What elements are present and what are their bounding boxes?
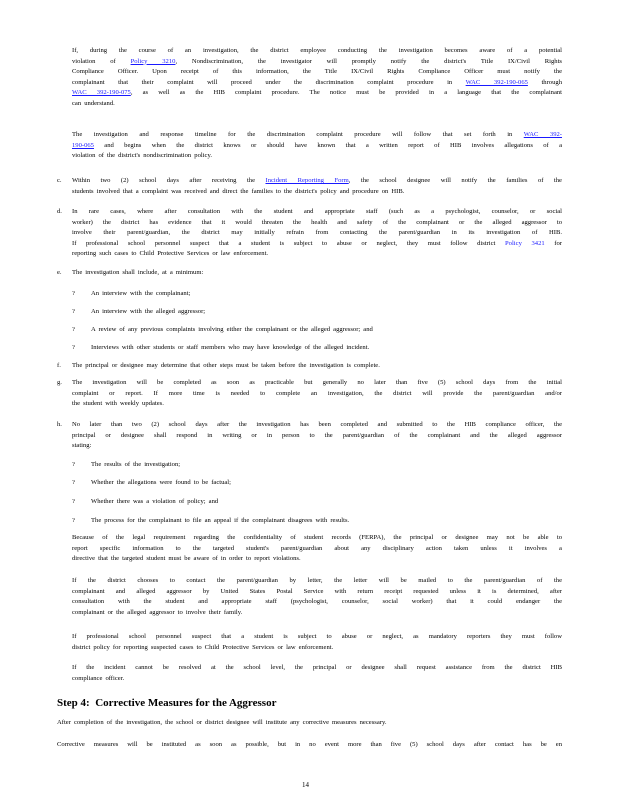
text-line: complainant or the alleged aggressor to involve their family. <box>72 608 243 616</box>
step-title: Corrective Measures for the Aggressor <box>95 697 277 709</box>
text-line: Whether there was a violation of policy; and <box>91 498 219 505</box>
text-line: Whether the allegations were found to be factual; <box>91 479 231 486</box>
bullet-glyph: ? <box>72 479 75 486</box>
wac-392-190-065-link-start[interactable]: WAC 392- <box>523 131 562 138</box>
item-e-bullet-2 <box>91 307 391 318</box>
item-h-bullet-2 <box>91 478 391 489</box>
text-line: principal or designee shall respond in writing or in person to the parent/guardian of the complainant and the alleged aggressor <box>72 431 562 439</box>
text-span: violation of <box>72 57 131 65</box>
bullet-glyph: ? <box>72 326 75 333</box>
step-4-paragraph-1 <box>57 718 562 729</box>
wac-392-190-075-link[interactable]: WAC 392-190-075 <box>72 89 131 97</box>
bullet-glyph: ? <box>72 461 75 468</box>
text-line: violation of the district's nondiscrimination policy. <box>72 152 212 160</box>
item-f-label: f. <box>57 362 61 369</box>
text-line: the student with weekly updates. <box>72 400 164 408</box>
text-line: The investigation will be completed as soon as practicable but generally no later than five (5) school days from the initial <box>72 379 562 386</box>
text-line: If the incident cannot be resolved at the school level, the principal or designee shall request assistance from the district HIB <box>72 664 562 671</box>
text-line <box>72 88 562 99</box>
text-line <box>72 239 562 250</box>
text-line: No later than two (2) school days after the investigation has been completed and submitted to the HIB compliance officer, the <box>72 421 562 428</box>
paragraph-timeline <box>72 130 562 162</box>
text-line <box>72 57 562 68</box>
text-span: Within two (2) school days after receiving the <box>72 177 266 184</box>
paragraph-ferpa <box>72 533 562 565</box>
wac-392-190-065-link[interactable]: WAC 392-190-065 <box>465 78 528 86</box>
text-line: An interview with the complainant; <box>91 290 191 297</box>
text-line: complainant and alleged aggressor by United States Postal Service with return receipt requested unless it is determined, after <box>72 587 562 595</box>
bullet-glyph: ? <box>72 498 75 505</box>
text-line: report specific information to the targeted student's parent/guardian about any disciplinary action taken unless it involves a <box>72 544 562 552</box>
text-line: The investigation shall include, at a minimum: <box>72 269 204 276</box>
text-span: , Nondiscrimination, the investigator will promptly notify the district's Title IX/Civil Rights <box>175 57 562 65</box>
text-span: and begins when the district knows or should have known that a written report of HIB involves allegations of a <box>93 141 562 149</box>
paragraph-letter <box>72 576 562 618</box>
text-span: for <box>544 239 562 247</box>
paragraph-abuse <box>72 632 562 653</box>
step-4-paragraph-2 <box>57 740 562 751</box>
item-d-label: d. <box>57 208 62 215</box>
text-line <box>72 130 562 141</box>
text-span: , the school designee will notify the families of the <box>348 177 562 184</box>
text-span: The investigation and response timeline for the discrimination complaint procedure will follow that set forth in <box>72 131 524 138</box>
bullet-glyph: ? <box>72 344 75 351</box>
text-line: worker) the district has evidence that it would threaten the health and safety of the complainant or the alleged aggressor to <box>72 218 562 226</box>
text-span: complainant that their complaint will proceed under the discrimination complaint procedure in <box>72 78 466 86</box>
item-f-text <box>72 361 562 372</box>
item-e-intro <box>72 268 562 279</box>
item-e-bullet-1 <box>91 289 391 300</box>
item-h-bullet-3 <box>91 497 391 508</box>
paragraph-unresolved <box>72 663 562 684</box>
text-span: through <box>527 78 562 86</box>
item-h-bullet-1 <box>91 460 391 471</box>
text-line: consultation with the student and appropriate staff (psychologist, counselor, social worker) that it could endanger the <box>72 598 562 606</box>
text-span: , as well as the HIB complaint procedure. The notice must be provided in a language that the complainant <box>130 89 562 97</box>
text-line: compliance officer. <box>72 674 125 682</box>
text-line: reporting such cases to Child Protective Services or law enforcement. <box>72 250 269 258</box>
text-line <box>72 141 562 152</box>
text-line: Compliance Officer. Upon receipt of this information, the Title IX/Civil Rights Compliance Officer must notify the <box>72 68 562 76</box>
step-4-heading <box>57 697 357 710</box>
bullet-glyph: ? <box>72 308 75 315</box>
item-d-text <box>72 207 562 260</box>
text-line: complaint or report. If more time is needed to complete an investigation, the district will provide the parent/guardian and/or <box>72 389 562 397</box>
policy-3210-link[interactable]: Policy 3210 <box>130 57 176 65</box>
text-line: The results of the investigation; <box>91 461 181 468</box>
text-line: involve their parent/guardian, the district may initially refrain from contacting the parent/guardian in its investigation of HIB. <box>72 229 562 237</box>
text-line: If professional school personnel suspect that a student is subject to abuse or neglect, as mandatory reporters they must follow <box>72 633 562 640</box>
bullet-glyph: ? <box>72 517 75 524</box>
paragraph-potential-violation <box>72 46 562 110</box>
text-line: can understand. <box>72 99 115 107</box>
text-line: Interviews with other students or staff members who may have knowledge of the alleged incident. <box>91 344 370 351</box>
text-line: In rare cases, where after consultation with the student and appropriate staff (such as a psychologist, counselor, or social <box>72 208 562 215</box>
text-line: Because of the legal requirement regarding the confidentiality of student records (FERPA), the principal or designee may not be able to <box>72 534 562 541</box>
item-e-label: e. <box>57 269 62 276</box>
text-line: After completion of the investigation, the school or district designee will institute any corrective measures necessary. <box>57 719 387 726</box>
item-g-text <box>72 378 562 410</box>
wac-392-190-065-link-end[interactable]: 190-065 <box>72 141 94 149</box>
text-line: students involved that a complaint was received and direct the families to the district's policy and procedure on HIB. <box>72 187 405 195</box>
item-h-label: h. <box>57 421 62 428</box>
text-line: If the district chooses to contact the parent/guardian by letter, the letter will be mailed to the parent/guardian of the <box>72 577 562 584</box>
policy-3421-link[interactable]: Policy 3421 <box>505 239 545 247</box>
bullet-glyph: ? <box>72 290 75 297</box>
item-h-bullet-4 <box>91 516 451 527</box>
text-line: Corrective measures will be instituted as soon as possible, but in no event more than five (5) school days after contact has be en <box>57 741 562 748</box>
item-e-bullet-4 <box>91 343 531 354</box>
page-number: 14 <box>302 781 309 789</box>
text-line: The principal or designee may determine that other steps must be taken before the investigation is complete. <box>72 362 380 369</box>
item-c-label: c. <box>57 177 62 184</box>
item-g-label: g. <box>57 379 62 386</box>
text-line <box>72 176 562 187</box>
item-e-bullet-3 <box>91 325 491 336</box>
text-line: The process for the complainant to file an appeal if the complainant disagrees with results. <box>91 517 350 524</box>
incident-reporting-form-link[interactable]: Incident Reporting Form <box>265 177 349 184</box>
text-line: An interview with the alleged aggressor; <box>91 308 206 315</box>
text-line: district policy for reporting suspected cases to Child Protective Services or law enforcement. <box>72 643 334 651</box>
text-line <box>72 78 562 89</box>
step-number: Step 4: <box>57 697 90 709</box>
text-line: A review of any previous complaints involving either the complainant or the alleged aggressor; and <box>91 326 373 333</box>
text-line: directive that the targeted student must be aware of in order to report violations. <box>72 555 301 563</box>
text-span: If professional school personnel suspect that a student is subject to abuse or neglect, they must follow district <box>72 239 506 247</box>
text-line: stating: <box>72 442 92 450</box>
item-c-text <box>72 176 562 197</box>
text-line: If, during the course of an investigation, the district employee conducting the investigation becomes aware of a potential <box>72 47 562 54</box>
item-h-text <box>72 420 562 452</box>
